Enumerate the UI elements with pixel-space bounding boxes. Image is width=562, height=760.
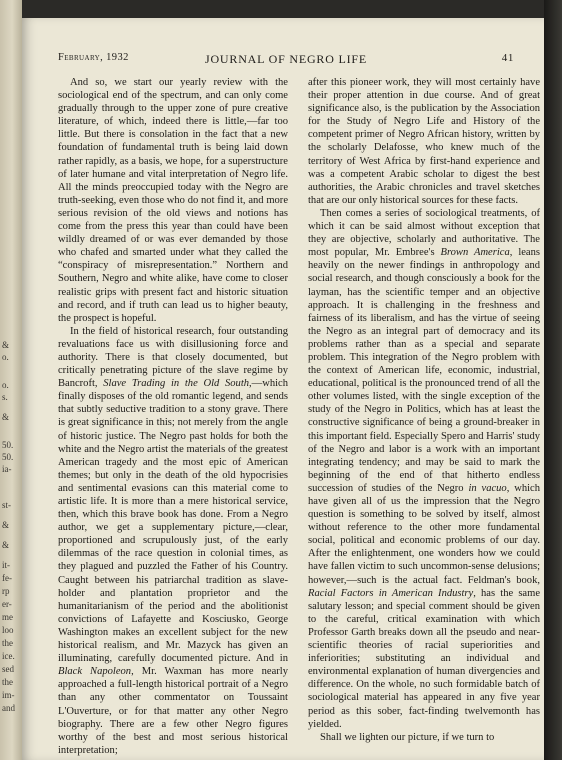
prev-page-fragment: 50. [2, 452, 14, 462]
paragraph-2: In the field of historical research, four outstanding revaluations face us with disillusioning force and authority. There is that closely documented, but critically penetrating picture of the slave regime by Bancroft, Slave Trading in the Old South,—which finally disposes of the old romantic legend, and sends that subtly seductive tradition to a stony grave. There is great significance in this; not merely from the angle of historic justice. The Negro past holds for both the white and the Negro artist the materials of the greatest American tragedy and the most epic of American themes; but only in the death of the old hypocrisies and sentimental evasions can this material come to artistic life. It is more than a mere historical service, then, which this brave book has done. From a Negro author, we get a supplementary picture,—clear, proportioned and scrupulously just, of the early dilemmas of the race question in colonial times, as they plagued and puzzled the Father of his Country. Caught between his patriarchal tradition as slave-holder and plantation proprietor and the humanitarianism of the period and the abolitionist convictions of Lafayette and Kosciusko, George Washington makes an excellent subject for the new historical realism, and Mr. Mazyck has given an illuminating, carefully documented picture. And in Black Napoleon, Mr. Waxman has more nearly approached a full-length historical portrait of a Negro than any other commentator on Toussaint L'Ouverture, or for that matter any other Negro biography. There are a few other Negro figures worthy of the best and most serious historical interpretation; [58, 325, 288, 756]
prev-page-fragment: & [2, 520, 10, 530]
prev-page-fragment: er- [2, 599, 12, 609]
prev-page-fragment: rp [2, 586, 10, 596]
book-title: Black Napoleon [58, 666, 132, 678]
left-column [58, 76, 288, 757]
running-header [58, 52, 514, 68]
book-title: Slave Trading in the Old South [103, 378, 250, 390]
right-column [308, 76, 540, 744]
journal-page [22, 18, 544, 760]
book-spine-shadow [544, 0, 562, 760]
paragraph-4: Shall we lighten our picture, if we turn to [320, 731, 495, 743]
prev-page-fragment: the [2, 638, 13, 648]
prev-page-fragment: me [2, 612, 13, 622]
prev-page-fragment: fe- [2, 573, 12, 583]
paragraph-1: And so, we start our yearly review with the sociological end of the spectrum, and can only come gradually through to the upper zone of pure creative literature, of which, indeed there is little,—far too little. But there is consolation in the fact that a new foundation of fundamental truth is being laid down rather rapidly, as a basis, we hope, for a superstructure of later humane and vital interpretation of Negro life. All the minds preoccupied today with the Negro are truth-seeking, even those who do not find it, and more serious revision of the old views and notions has come from the press this year than could have been wildly dreamed of or was ever demanded by those who chafed and smarted under what they called the “conspiracy of misrepresentation.” Northern and Southern, Negro and white alike, have come to closer realistic grips with present fact and historic situation and record, and if truth can lead us to higher beauty, the prospect is hopeful. [58, 77, 288, 324]
header-date: February, 1932 [58, 52, 129, 63]
journal-title: JOURNAL OF NEGRO LIFE [204, 52, 368, 66]
book-title: Racial Factors in American Industry [308, 587, 474, 599]
prev-page-fragment: the [2, 677, 13, 687]
prev-page-fragment: 50. [2, 440, 14, 450]
previous-page-edge [0, 0, 22, 760]
prev-page-fragment: s. [2, 392, 8, 402]
prev-page-fragment: sed [2, 664, 14, 674]
prev-page-fragment: o. [2, 352, 9, 362]
prev-page-fragment: & [2, 540, 10, 550]
page-number: 41 [501, 52, 514, 64]
paragraph-3: Then comes a series of sociological treatments, of which it can be said almost without exception that they are objective, scholarly and authoritative. The most popular, Mr. Embree's Brown America, leans heavily on the newer findings in anthropology and social research, and though consciously a book for the layman, has the scientific temper and an objective approach. It is challenging in the freshness and fairness of its liberalism, and has the virtue of seeing the Negro as an integral part of democracy and its problems rather than as a special and separate problem. This integration of the Negro problem with the context of American life, economic, industrial, educational, political is the pronounced trend of all the other volumes listed, with the single exception of the study of the Negro in Politics, which has at least the constructive significance of being a ground-breaker in this important field. Especially Spero and Harris' study of the Negro and labor is a work with an important integrating tendency; and may be said to mark the beginning of the end of that hitherto endless succession of studies of the Negro in vacuo, which have given all of us the impression that the Negro question is something to be solved by itself, almost without reference to the other more fundamental social, political and economic problems of our day. After the enlightenment, one wonders how we could have fallen victim to such uncommon-sense delusions; however,—such is the actual fact. Feldman's book, Racial Factors in American Industry, has the same salutary lesson; and special comment should be given to the careful, critical examination with which Professor Garth breaks down all the pseudo and near-scientific theories of racial superiorities and inferiorities; substituting an individual and environmental explanation of human divergencies and difference. On the whole, no such formidable batch of sociological material has appeared in any five year period as this sober, fact-finding twelvemonth has yielded. [308, 207, 540, 730]
prev-page-fragment: ia- [2, 464, 12, 474]
book-title: Brown America [440, 247, 510, 259]
prev-page-fragment: it- [2, 560, 10, 570]
latin-phrase: in vacuo [468, 482, 507, 494]
prev-page-fragment: st- [2, 500, 11, 510]
prev-page-fragment: & [2, 340, 10, 350]
paragraph-continued: after this pioneer work, they will most certainly have their proper attention in due course. And of great significance also, is the publication by the Association for the Study of Negro Life and History of the competent primer of Negro African history, written by the scholarly Delafosse, who knew much of the territory of West Africa by first-hand experience and was a competent Arabic scholar to digest the best authorities, the Arabic chronicles and travel sketches that are our only historical sources for these facts. [308, 77, 540, 206]
prev-page-fragment: im- [2, 690, 15, 700]
prev-page-fragment: loo [2, 625, 14, 635]
prev-page-fragment: ice. [2, 651, 15, 661]
prev-page-fragment: & [2, 412, 10, 422]
prev-page-fragment: and [2, 703, 15, 713]
prev-page-fragment: o. [2, 380, 9, 390]
